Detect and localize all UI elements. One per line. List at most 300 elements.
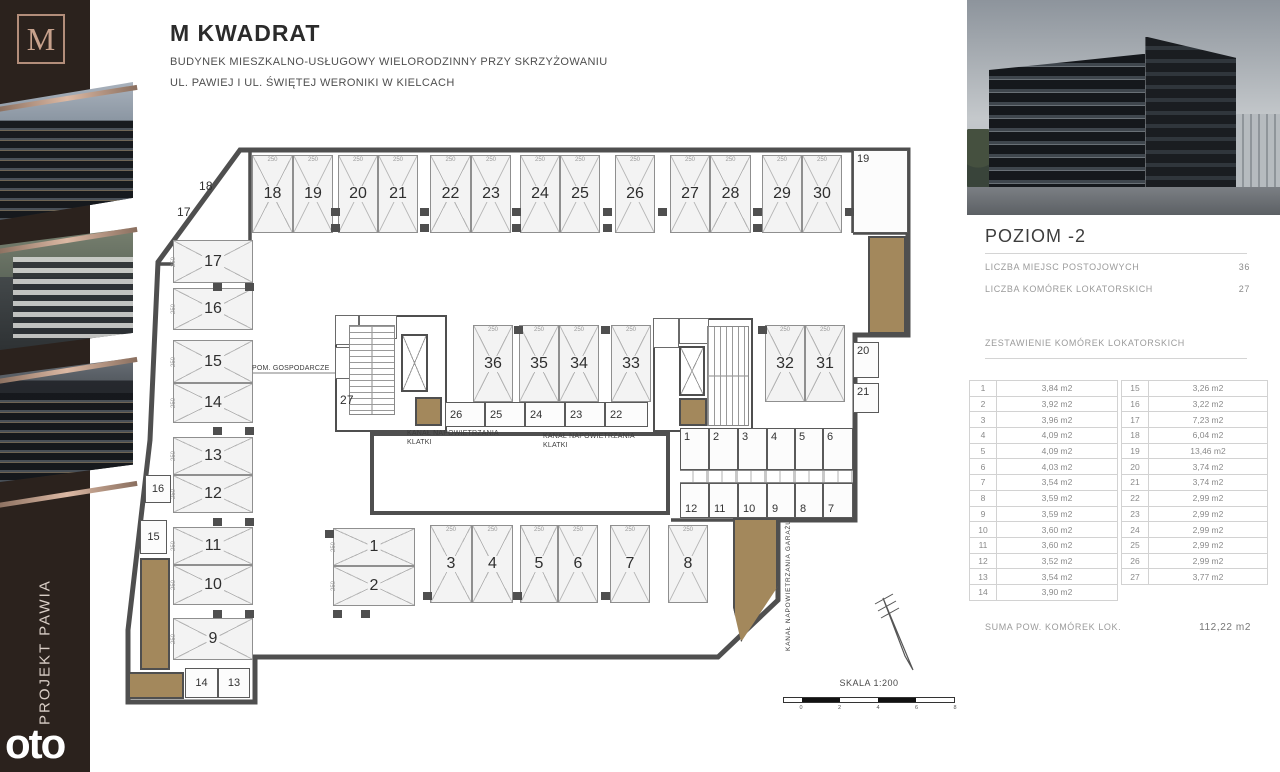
stat-label: LICZBA KOMÓREK LOKATORSKICH [985,284,1153,294]
stall-dimension: 250 [779,327,791,333]
parking-stall [710,155,751,233]
unit-number: 3 [970,412,997,428]
table-row [970,490,1118,506]
parking-stall [430,525,472,603]
parking-stall [560,155,600,233]
unit-area: 3,54 m2 [997,475,1118,491]
column-pillar [213,427,222,435]
storage-unit [853,150,908,233]
parking-stall [670,155,710,233]
building-hero-render [967,0,1280,215]
column-pillar [245,518,254,526]
unit-number: 9 [970,506,997,522]
storage-number: 24 [530,408,543,421]
stall-number: 25 [571,185,589,202]
storage-number: 13 [227,677,241,689]
table-row [970,396,1118,412]
unit-area: 3,84 m2 [997,381,1118,397]
column-pillar [423,592,432,600]
elevator [401,334,428,392]
storage-unit [525,402,565,427]
unit-area: 3,60 m2 [997,522,1118,538]
table-row [1122,522,1268,538]
parking-stall [333,566,415,606]
stall-dimension: 250 [533,527,545,533]
stall-number: 12 [204,485,222,502]
column-pillar [420,224,429,232]
stall-number: 13 [204,447,222,464]
unit-number: 4 [970,428,997,444]
stall-dimension: 250 [485,157,497,163]
plan-annotation: 18 [199,179,213,193]
storage-unit [738,483,767,518]
stall-dimension: 250 [331,541,338,553]
storage-unit [565,402,605,427]
plan-room [679,318,709,344]
stall-dimension: 250 [171,488,178,500]
stall-number: 20 [349,185,367,202]
storage-unit [823,428,853,470]
unit-area: 3,74 m2 [1149,475,1268,491]
unit-number: 12 [970,553,997,569]
unit-number: 26 [1122,553,1149,569]
storage-number: 10 [743,503,756,515]
stall-number: 11 [204,537,222,554]
stall-number: 22 [441,185,460,202]
column-pillar [513,592,522,600]
unit-area: 3,90 m2 [997,584,1118,600]
table-row [1122,506,1268,522]
stall-number: 4 [488,555,497,572]
stall-dimension: 250 [682,527,694,533]
column-pillar [245,427,254,435]
table-row [1122,569,1268,585]
parking-stall [471,155,511,233]
column-pillar [601,592,610,600]
unit-area: 3,96 m2 [997,412,1118,428]
stall-number: 29 [773,185,791,202]
stall-dimension: 250 [171,303,178,315]
storage-unit [767,428,795,470]
column-pillar [512,208,521,216]
table-heading: ZESTAWIENIE KOMÓREK LOKATORSKICH [985,338,1185,348]
unit-number: 15 [1122,381,1149,397]
stall-number: 3 [446,555,456,572]
parking-stall [173,618,253,660]
stall-number: 27 [681,185,699,202]
storage-unit [823,483,853,518]
table-row [970,522,1118,538]
storage-unit [185,668,218,698]
unit-area: 2,99 m2 [1149,553,1268,569]
storage-number: 12 [685,503,698,515]
column-pillar [333,610,342,618]
building-right-face [1145,37,1236,190]
unit-number: 5 [970,443,997,459]
column-pillar [213,610,222,618]
stall-number: 36 [484,354,502,372]
unit-number: 24 [1122,522,1149,538]
parking-stall [252,155,293,233]
table-row [1122,490,1268,506]
storage-number: 25 [490,408,503,421]
stat-value: 27 [1238,284,1250,294]
parking-stall [173,437,253,475]
unit-number: 16 [1122,396,1149,412]
plan-annotation: KANAŁ NAPOWIETRZANIA KLATKI [543,433,635,450]
unit-area: 4,09 m2 [997,443,1118,459]
table-row [1122,459,1268,475]
stat-parking-spots [985,262,1250,272]
plan-room [653,318,679,348]
unit-number: 10 [970,522,997,538]
unit-number: 13 [970,569,997,585]
column-pillar [845,208,854,216]
scale-ticks [783,703,955,713]
scale-tick: 0 [799,705,803,711]
parking-stall [338,155,378,233]
parking-stall [519,325,559,402]
parking-stall [615,155,655,233]
stall-number: 6 [573,555,583,572]
storage-number: 6 [827,431,834,443]
stall-dimension: 250 [573,327,585,333]
ventilation-channel [868,236,906,334]
unit-area: 3,77 m2 [1149,569,1268,585]
unit-area: 13,46 m2 [1149,443,1268,459]
unit-number: 22 [1122,490,1149,506]
channel-label: KANAŁ NAPOWIETRZANIA GARAŻU [784,519,792,651]
table-row [1122,381,1268,397]
column-pillar [601,326,610,334]
storage-number: 14 [195,677,208,689]
level-heading: POZIOM -2 [985,226,1087,246]
column-pillar [753,224,762,232]
unit-area: 6,04 m2 [1149,428,1268,444]
parking-stall [173,527,253,565]
stall-number: 19 [304,185,322,202]
table-row [970,584,1118,600]
plan-annotation: POM. GOSPODARCZE [252,365,330,372]
parking-stall [293,155,333,233]
parking-stall [762,155,802,233]
plan-annotation: 17 [177,205,191,219]
subtitle-line-1: BUDYNEK MIESZKALNO-USŁUGOWY WIELORODZINNY PRZY SKRZYŻOWANIU [170,56,608,68]
unit-area: 7,23 m2 [1149,412,1268,428]
unit-number: 8 [970,490,997,506]
subtitle-line-2: UL. PAWIEJ I UL. ŚWIĘTEJ WERONIKI W KIELCACH [170,77,455,89]
sum-label: SUMA POW. KOMÓREK LOK. [985,622,1122,632]
unit-number: 18 [1122,428,1149,444]
staircase [707,326,749,426]
divider [985,358,1247,359]
parking-stall [173,383,253,423]
column-pillar [514,326,523,334]
stall-number: 9 [208,630,218,647]
parking-stall [765,325,805,402]
stat-value: 36 [1238,262,1250,272]
storage-number: 1 [684,431,691,443]
unit-area: 4,03 m2 [997,459,1118,475]
street [967,187,1280,215]
column-pillar [753,208,762,216]
table-row [970,537,1118,553]
storage-number: 8 [800,503,807,515]
parking-stall [520,525,558,603]
stall-number: 2 [369,577,379,594]
scale-segment [840,698,878,702]
stall-number: 23 [482,185,500,202]
parking-stall [333,528,415,566]
stall-number: 15 [204,352,222,370]
scale-segment [878,698,916,702]
unit-area: 3,22 m2 [1149,396,1268,412]
stall-dimension: 250 [267,157,278,163]
table-row [970,475,1118,491]
stall-dimension: 250 [533,327,545,333]
parking-stall [802,155,842,233]
storage-unit [445,402,485,427]
unit-area: 2,99 m2 [1149,522,1268,538]
unit-area: 4,09 m2 [997,428,1118,444]
table-row [1122,443,1268,459]
stall-dimension: 250 [445,157,456,163]
storage-unit [680,483,709,518]
unit-area: 3,92 m2 [997,396,1118,412]
sum-row [985,622,1251,633]
parking-stall [472,525,513,603]
parking-stall [610,525,650,603]
table-row [1122,537,1268,553]
oto-logo: oto [5,720,65,767]
column-pillar [658,208,667,216]
unit-number: 27 [1122,569,1149,585]
floor-plan [95,140,965,755]
table-row [970,381,1118,397]
storage-unit [738,428,767,470]
storage-number: 4 [771,431,778,443]
unit-number: 14 [970,584,997,600]
table-row [970,443,1118,459]
stall-dimension: 250 [171,356,178,367]
storage-number: 19 [857,153,870,165]
project-name-vertical: PROJEKT PAWIA [36,579,54,725]
storage-units-table-left [969,380,1118,601]
stall-dimension: 250 [819,327,831,333]
stall-number: 18 [263,185,282,202]
column-pillar [213,283,222,291]
ventilation-channel [679,398,707,426]
stall-dimension: 250 [624,527,636,533]
column-pillar [325,530,334,538]
table-row [970,412,1118,428]
stall-dimension: 250 [171,579,178,591]
stall-dimension: 250 [629,157,641,163]
stall-number: 10 [204,576,222,593]
storage-number: 9 [772,503,779,515]
column-pillar [512,224,521,232]
stall-number: 24 [531,185,549,202]
storage-unit [605,402,648,427]
m-kwadrat-logo: M [17,14,65,64]
storage-unit [680,428,709,470]
elevator [679,346,705,396]
table-row [970,569,1118,585]
storage-unit [853,342,879,378]
unit-number: 25 [1122,537,1149,553]
stall-dimension: 250 [534,157,546,163]
parking-stall [173,340,253,383]
storage-unit [767,483,795,518]
storage-unit [709,483,738,518]
storage-units-table-right [1121,380,1268,585]
stall-dimension: 250 [776,157,788,163]
unit-area: 2,99 m2 [1149,537,1268,553]
column-pillar [331,208,340,216]
building-left-face [989,54,1146,189]
storage-number: 21 [857,386,870,398]
plan-annotation: KANAŁ NAPOWIETRZANIA KLATKI [407,430,499,447]
stall-dimension: 250 [816,157,828,163]
page-title: M KWADRAT [170,20,321,46]
column-pillar [245,610,254,618]
unit-area: 3,74 m2 [1149,459,1268,475]
scale-label: SKALA 1:200 [839,678,899,688]
stall-number: 7 [625,555,635,572]
stall-number: 26 [626,185,644,202]
scale-bar [783,678,955,713]
parking-stall [520,155,560,233]
column-pillar [603,208,612,216]
table-row [1122,428,1268,444]
stall-dimension: 250 [684,157,696,163]
unit-area: 2,99 m2 [1149,506,1268,522]
parking-stall [430,155,471,233]
scale-tick: 6 [914,705,919,711]
storage-number: 3 [742,431,749,443]
stall-dimension: 250 [445,527,457,533]
parking-stall [173,565,253,605]
unit-area: 2,99 m2 [1149,490,1268,506]
parking-stall [805,325,845,402]
table-row [1122,396,1268,412]
stall-number: 21 [389,185,407,202]
stall-number: 35 [530,354,548,372]
storage-unit [145,475,171,503]
parking-stall [173,240,253,283]
unit-area: 3,60 m2 [997,537,1118,553]
storage-number: 7 [828,503,835,515]
table-row [970,428,1118,444]
storage-unit [795,428,823,470]
stall-number: 8 [683,555,693,572]
parking-stall [668,525,708,603]
parking-stall [173,475,253,513]
storage-number: 5 [799,431,806,443]
building-facade-texture [13,257,133,338]
unit-number: 6 [970,459,997,475]
storage-number: 16 [151,483,165,495]
unit-number: 17 [1122,412,1149,428]
unit-number: 23 [1122,506,1149,522]
column-pillar [758,326,767,334]
stall-number: 14 [204,394,222,411]
stall-dimension: 250 [487,527,498,533]
stall-dimension: 250 [171,450,178,462]
storage-unit [795,483,823,518]
stall-dimension: 250 [574,157,586,163]
column-pillar [420,208,429,216]
table-row [1122,553,1268,569]
unit-area: 3,52 m2 [997,553,1118,569]
unit-number: 7 [970,475,997,491]
column-pillar [245,283,254,291]
storage-number: 26 [450,408,463,421]
stall-number: 28 [721,185,740,202]
ventilation-channel [128,672,184,699]
column-pillar [331,224,340,232]
stall-dimension: 250 [725,157,736,163]
stat-label: LICZBA MIEJSC POSTOJOWYCH [985,262,1140,272]
parking-stall [378,155,418,233]
storage-number: 22 [610,408,623,421]
stall-number: 5 [534,555,544,572]
scale-segment [784,698,802,702]
stall-dimension: 250 [352,157,364,163]
storage-unit [485,402,525,427]
column-pillar [603,224,612,232]
parking-stall [558,525,598,603]
stall-dimension: 250 [171,540,178,552]
parking-stall [473,325,513,402]
storage-unit [140,520,167,554]
sum-value: 112,22 m2 [1199,622,1251,633]
neighbor-building [1236,114,1280,189]
unit-number: 2 [970,396,997,412]
stall-dimension: 250 [392,157,404,163]
unit-number: 20 [1122,459,1149,475]
storage-unit [218,668,250,698]
table-row [970,506,1118,522]
unit-number: 1 [970,381,997,397]
staircase [349,325,395,415]
stall-dimension: 250 [171,256,178,267]
stall-number: 30 [813,185,831,202]
storage-number: 15 [147,531,160,543]
stall-number: 32 [776,354,794,372]
storage-number: 2 [713,431,720,443]
scale-segment [916,698,954,702]
parking-stall [559,325,599,402]
table-row [1122,412,1268,428]
info-panel [967,0,1280,772]
unit-area: 3,59 m2 [997,506,1118,522]
stall-dimension: 250 [171,397,178,409]
unit-number: 21 [1122,475,1149,491]
parking-stall [173,288,253,330]
stall-number: 34 [570,354,588,372]
storage-number: 11 [714,503,726,515]
scale-tick: 2 [837,705,842,711]
scale-segment [802,698,840,702]
unit-area: 3,59 m2 [997,490,1118,506]
stall-dimension: 250 [625,327,637,333]
storage-number: 23 [570,408,583,421]
plan-room [680,470,853,483]
plan-annotation: 27 [340,393,354,407]
stat-storage-units [985,284,1250,294]
divider [985,253,1247,254]
